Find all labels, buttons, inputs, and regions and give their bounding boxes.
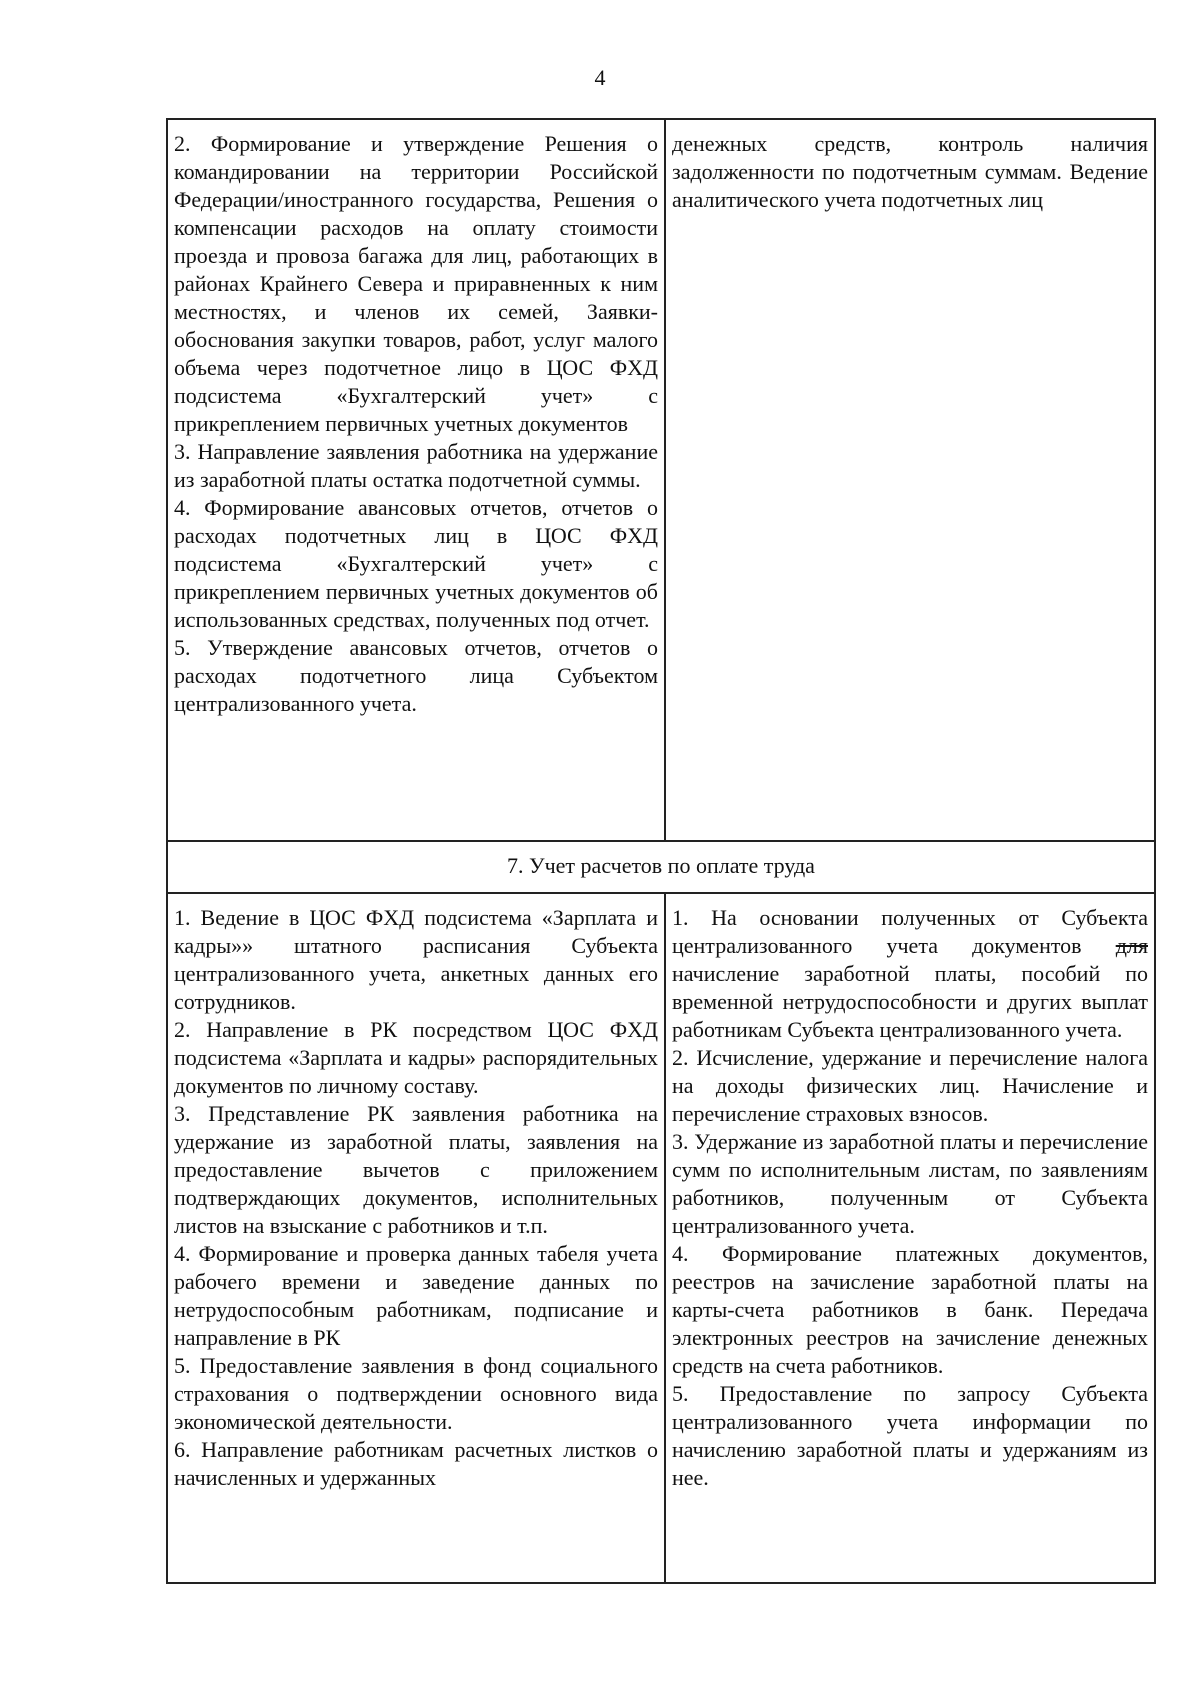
- bottom-right-item-2: 2. Исчисление, удержание и перечисление налога на доходы физических лиц. Начисление и перечисление страховых взносов.: [672, 1045, 1148, 1126]
- top-left-item-5: 5. Утверждение авансовых отчетов, отчетов о расходах подотчетного лица Субъектом централизованного учета.: [174, 635, 658, 716]
- top-left-item-4: 4. Формирование авансовых отчетов, отчетов о расходах подотчетных лиц в ЦОС ФХД подсистема «Бухгалтерский учет» с прикреплением первичных учетных документов об использованных средствах, полученных под отчет.: [174, 495, 658, 632]
- top-right-text: денежных средств, контроль наличия задолженности по подотчетным суммам. Ведение аналитического учета подотчетных лиц: [672, 131, 1148, 212]
- struck-word: для: [1115, 933, 1148, 958]
- page-number: 4: [594, 65, 606, 90]
- bottom-right-item-1: [672, 904, 1148, 1044]
- bottom-left-item-5: 5. Предоставление заявления в фонд социального страхования о подтверждении основного вида экономической деятельности.: [174, 1353, 658, 1434]
- bottom-right-item-4: 4. Формирование платежных документов, реестров на зачисление заработной платы на карты-счета работников в банк. Передача электронных реестров на зачисление денежных средств на счета работников.: [672, 1241, 1148, 1378]
- table-row-bottom: [167, 893, 1155, 1583]
- top-left-item-2: 2. Формирование и утверждение Решения о командировании на территории Российской Федерации/иностранного государства, Решения о компенсации расходов на оплату стоимости проезда и провоза багажа для лиц, работающих в районах Крайнего Севера и приравненных к ним местностях, и членов их семей, Заявки-обоснования закупки товаров, работ, услуг малого объема через подотчетное лицо в ЦОС ФХД подсистема «Бухгалтерский учет» с прикреплением первичных учетных документов: [174, 131, 658, 436]
- section-header-row: [167, 841, 1155, 893]
- top-right-cell: [665, 119, 1155, 841]
- table-row-top: [167, 119, 1155, 841]
- bottom-left-item-2: 2. Направление в РК посредством ЦОС ФХД подсистема «Зарплата и кадры» распорядительных документов по личному составу.: [174, 1017, 658, 1098]
- bottom-left-item-3: 3. Представление РК заявления работника на удержание из заработной платы, заявления на предоставление вычетов с приложением подтверждающих документов, исполнительных листов на взыскание с работников и т.п.: [174, 1101, 658, 1238]
- section-header: 7. Учет расчетов по оплате труда: [167, 841, 1155, 893]
- bottom-right-item-5: 5. Предоставление по запросу Субъекта централизованного учета информации по начислению заработной платы и удержаниям из нее.: [672, 1381, 1148, 1490]
- bottom-left-item-1: 1. Ведение в ЦОС ФХД подсистема «Зарплата и кадры»» штатного расписания Субъекта централизованного учета, анкетных данных его сотрудников.: [174, 905, 658, 1014]
- bottom-left-item-4: 4. Формирование и проверка данных табеля учета рабочего времени и заведение данных по нетрудоспособным работникам, подписание и направление в РК: [174, 1241, 658, 1350]
- top-left-cell: [167, 119, 665, 841]
- bottom-right-cell: [665, 893, 1155, 1583]
- bottom-right-item-1-before: 1. На основании полученных от Субъекта централизованного учета документов: [672, 905, 1148, 958]
- bottom-right-item-1-after: начисление заработной платы, пособий по временной нетрудоспособности и других выплат работникам Субъекта централизованного учета.: [672, 961, 1148, 1042]
- bottom-left-item-6: 6. Направление работникам расчетных листков о начисленных и удержанных: [174, 1437, 658, 1490]
- document-table: [166, 118, 1156, 1584]
- bottom-left-cell: [167, 893, 665, 1583]
- top-left-item-3: 3. Направление заявления работника на удержание из заработной платы остатка подотчетной суммы.: [174, 439, 658, 492]
- bottom-right-item-3: 3. Удержание из заработной платы и перечисление сумм по исполнительным листам, по заявлениям работников, полученным от Субъекта централизованного учета.: [672, 1129, 1148, 1238]
